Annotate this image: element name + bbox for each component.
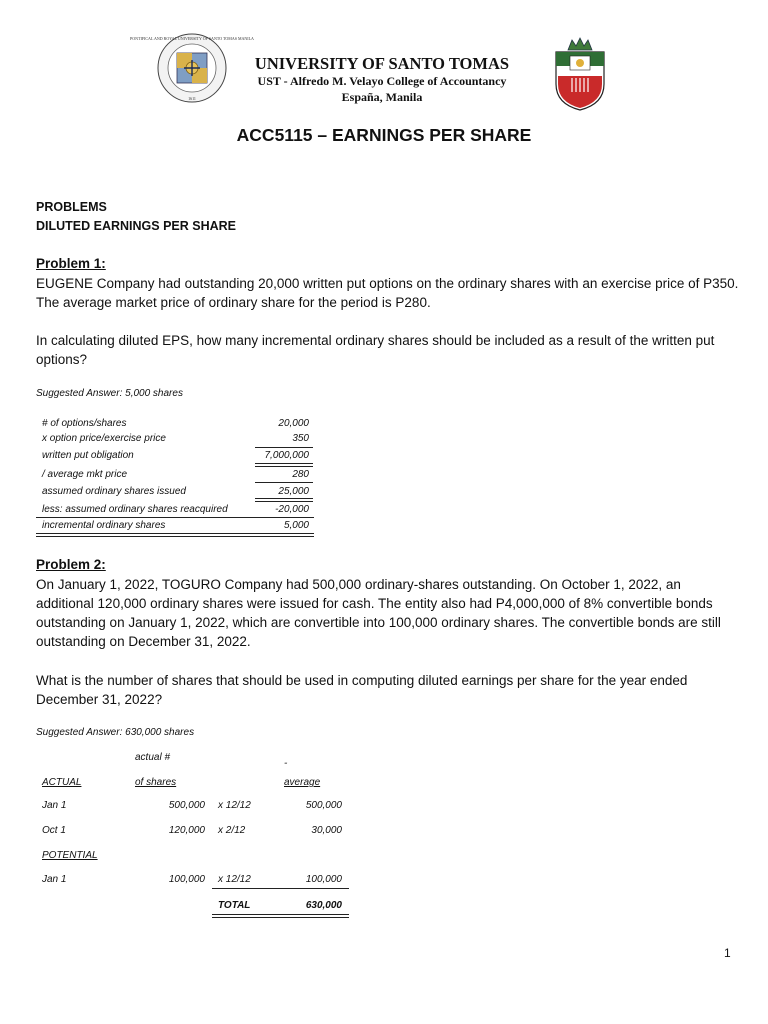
table-row-value: 20,000 [278, 418, 309, 429]
row-average: 30,000 [311, 825, 342, 836]
row-shares: 100,000 [168, 874, 205, 885]
divider [36, 536, 314, 537]
table-row-value: -20,000 [275, 504, 309, 515]
divider [255, 447, 313, 448]
col-header-dash: - [284, 758, 288, 769]
table-row-value: 7,000,000 [264, 450, 309, 461]
problem-2-text: On January 1, 2022, TOGURO Company had 500,000 ordinary-shares outstanding. On October 1, 2022, an additional 120,000 ordinary shares were issued for cash. The entity also had P4,000,000 of 8% convertible bonds outstanding on January 1, 2022, which are convertible into 100,000 ordinary shares. The convertible bonds are still outstanding on December 31, 2022. [36, 577, 721, 649]
label-potential: POTENTIAL [42, 850, 98, 861]
section-problems: PROBLEMS [36, 200, 107, 214]
col-header-actual: actual # [135, 752, 171, 763]
table-row-value: 5,000 [283, 520, 309, 531]
university-seal-logo [130, 30, 254, 108]
location: España, Manila [341, 90, 423, 104]
course-title: ACC5115 – EARNINGS PER SHARE [236, 125, 532, 145]
problem-1-text: EUGENE Company had outstanding 20,000 written put options on the ordinary shares with an exercise price of P350. The average market price of ordinary share for the period is P280. [36, 276, 739, 310]
page-number: 1 [724, 946, 731, 960]
table-row-value: 25,000 [278, 486, 309, 497]
row-shares: 120,000 [168, 825, 205, 836]
problem-1-title: Problem 1: [36, 256, 106, 271]
table-row-label: # of options/shares [42, 418, 127, 429]
seal-year: 1611 [188, 96, 196, 101]
college-crest-logo [548, 36, 612, 112]
divider [212, 917, 349, 918]
university-name: UNIVERSITY OF SANTO TOMAS [254, 54, 510, 73]
total-value: 630,000 [305, 900, 342, 911]
row-date: Jan 1 [42, 800, 67, 811]
table-row-label: incremental ordinary shares [42, 520, 166, 531]
row-average: 500,000 [305, 800, 342, 811]
problem-2-title: Problem 2: [36, 557, 106, 572]
row-factor: x 12/12 [218, 874, 251, 885]
row-factor: x 12/12 [218, 800, 251, 811]
total-label: TOTAL [218, 900, 251, 911]
section-subtitle: DILUTED EARNINGS PER SHARE [36, 219, 237, 233]
table-row-label: less: assumed ordinary shares reacquired [42, 504, 228, 515]
table-row-label: x option price/exercise price [42, 433, 166, 444]
divider [212, 914, 349, 915]
table-row-value: 350 [292, 433, 309, 444]
col-header-shares: of shares [135, 777, 177, 788]
divider [36, 533, 314, 534]
divider [255, 463, 313, 464]
col-header-average: average [284, 777, 321, 788]
seal-ring-text: PONTIFICAL AND ROYAL UNIVERSITY OF SANTO TOMAS MANILA [130, 36, 254, 41]
row-factor: x 2/12 [218, 825, 246, 836]
label-actual: ACTUAL [42, 777, 82, 788]
problem-1-suggested-answer: Suggested Answer: 5,000 shares [36, 388, 183, 399]
divider [255, 501, 313, 502]
divider [36, 517, 314, 518]
row-date: Jan 1 [42, 874, 67, 885]
table-row-value: 280 [292, 469, 309, 480]
problem-2-question: What is the number of shares that should be used in computing diluted earnings per share for the year ended December 31, 2022? [36, 673, 688, 707]
divider [255, 482, 313, 483]
table-row-label: assumed ordinary shares issued [42, 486, 186, 497]
divider [212, 888, 349, 889]
row-shares: 500,000 [168, 800, 205, 811]
divider [255, 498, 313, 499]
table-row-label: written put obligation [42, 450, 134, 461]
problem-2-suggested-answer: Suggested Answer: 630,000 shares [36, 727, 195, 738]
row-average: 100,000 [305, 874, 342, 885]
college-name: UST - Alfredo M. Velayo College of Accountancy [257, 74, 507, 88]
problem-1-question: In calculating diluted EPS, how many incremental ordinary shares should be included as a result of the written put options? [36, 333, 715, 367]
table-row-label: / average mkt price [42, 469, 128, 480]
row-date: Oct 1 [42, 825, 66, 836]
divider [255, 466, 313, 467]
